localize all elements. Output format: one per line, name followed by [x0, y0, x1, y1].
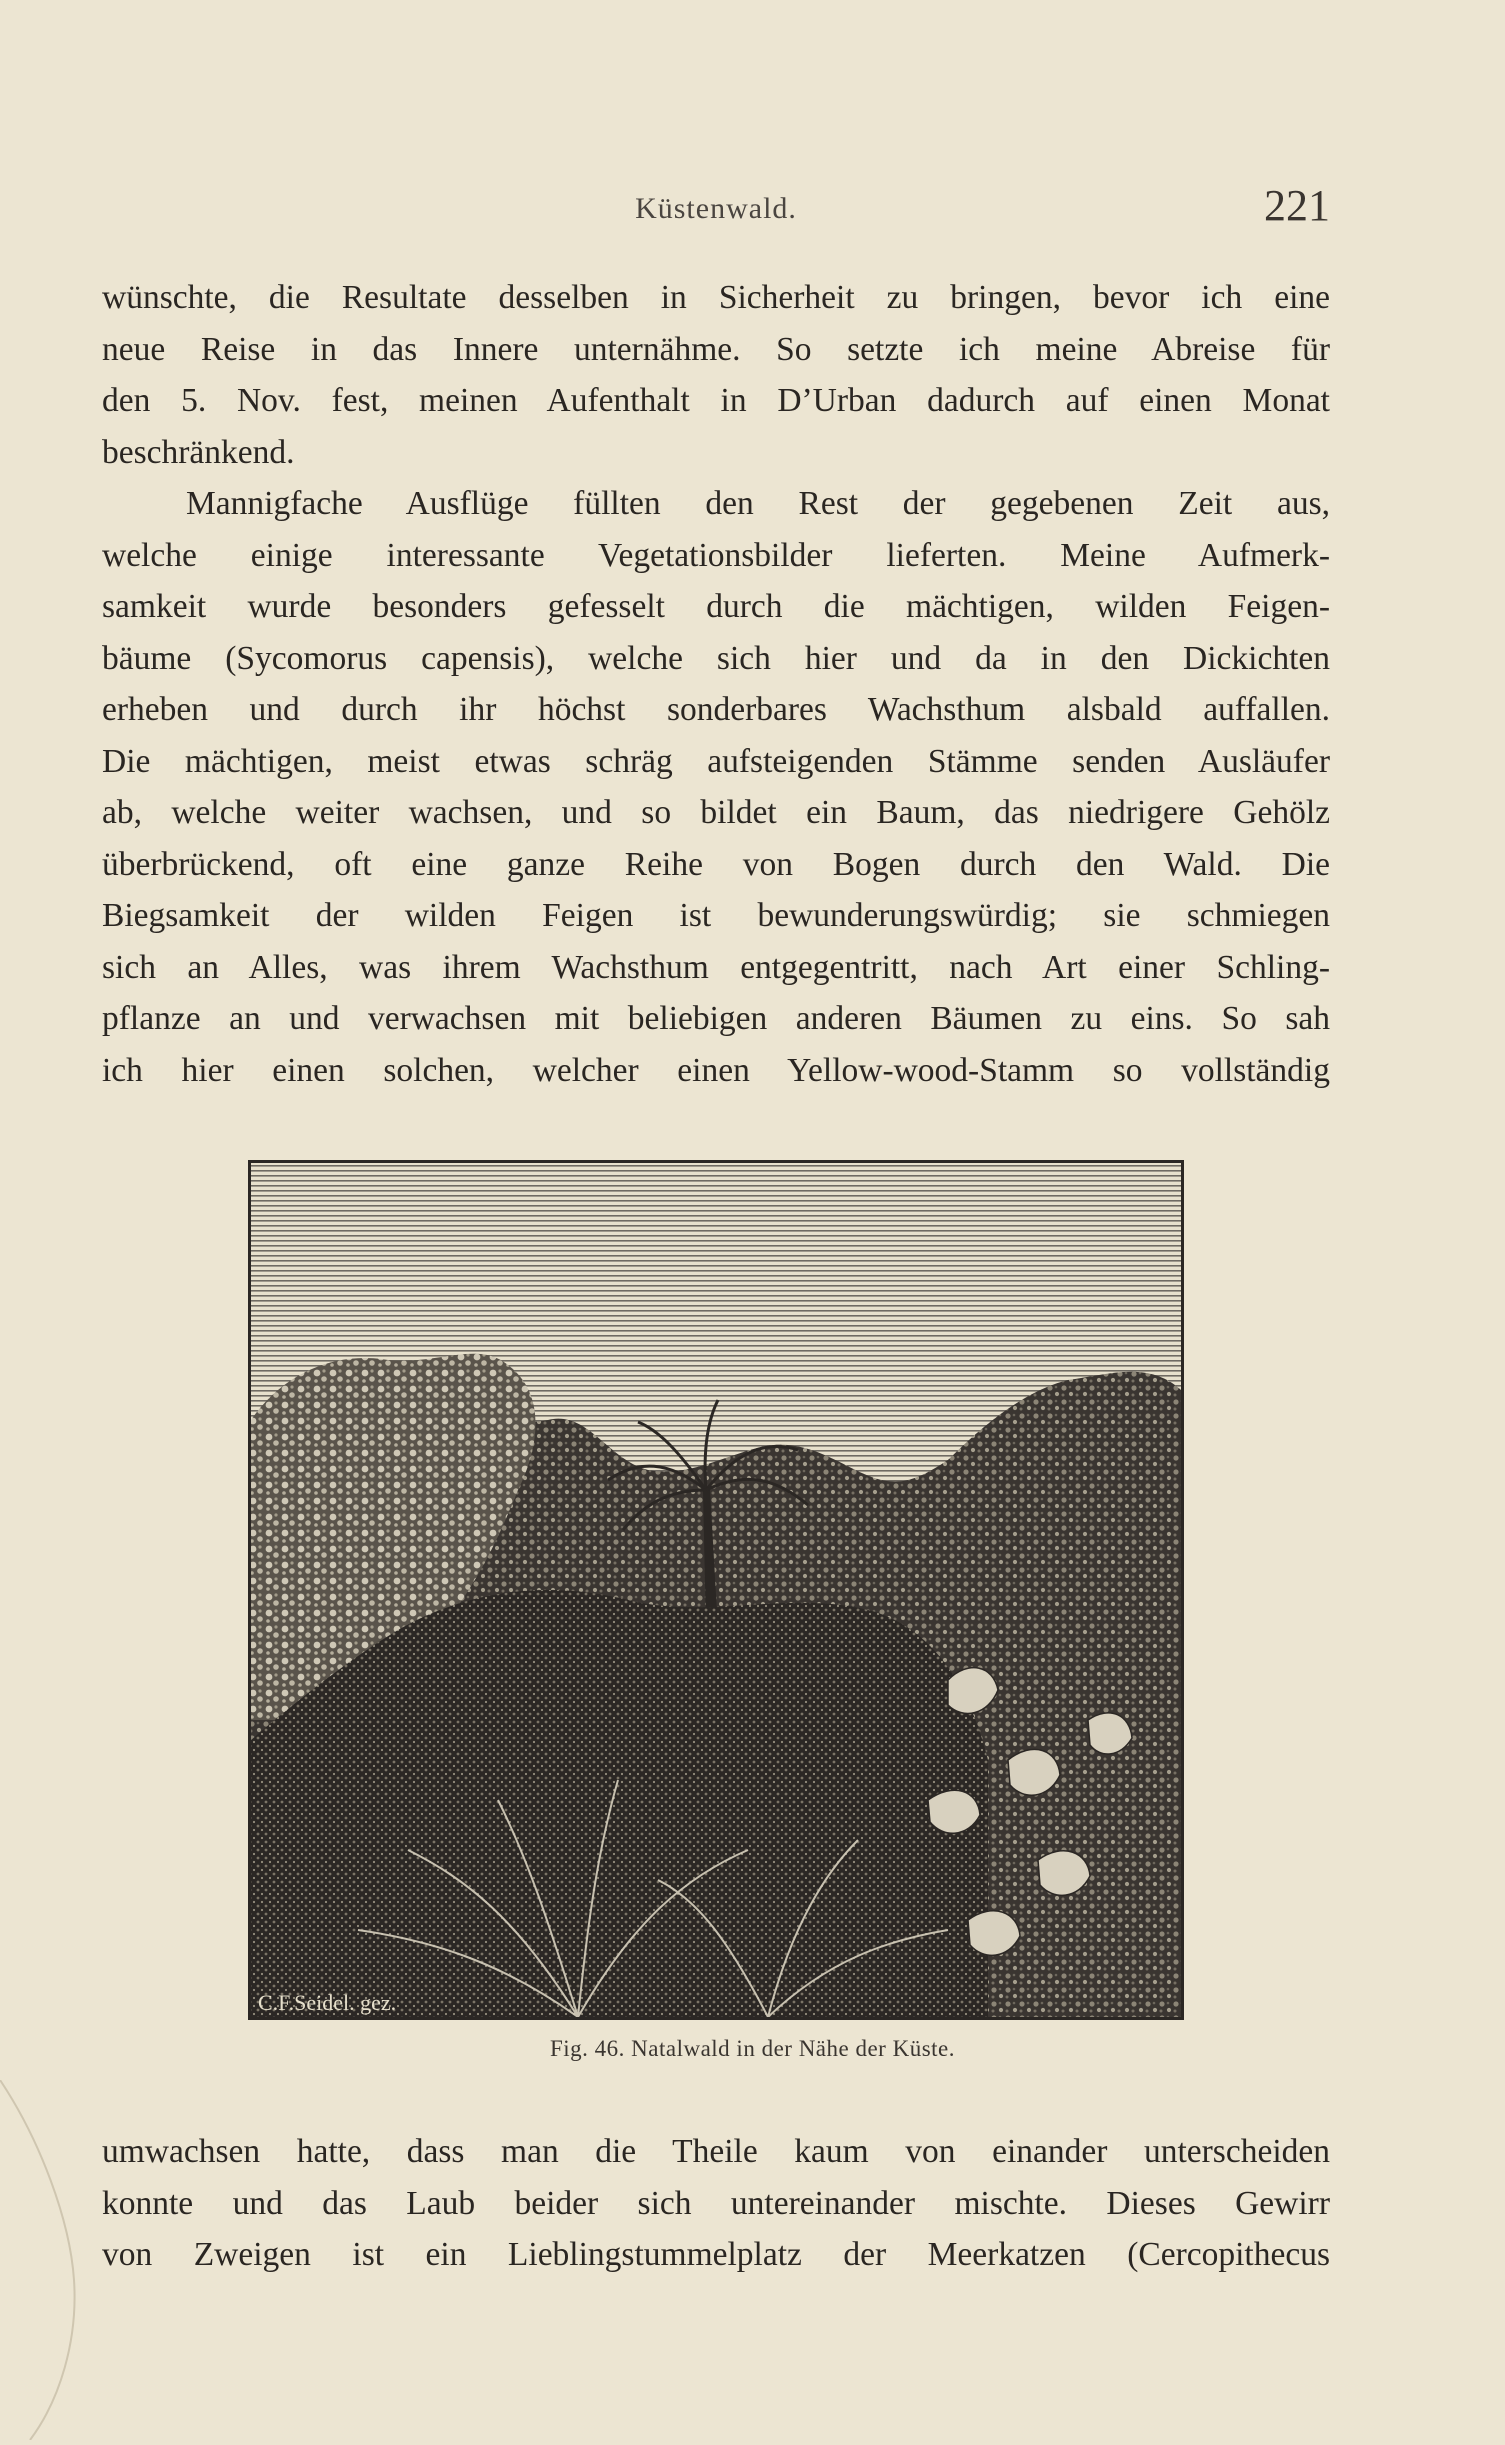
margin-binding-line	[0, 2080, 80, 2440]
page-number: 221	[1264, 181, 1330, 230]
text-line: Biegsamkeit der wilden Feigen ist bewunderungswürdig; sie schmiegen	[102, 897, 1330, 934]
text-line: sich an Alles, was ihrem Wachsthum entgegentritt, nach Art einer Schling-	[102, 948, 1330, 986]
text-line: ab, welche weiter wachsen, und so bildet ein Baum, das niedrigere Gehölz	[102, 794, 1330, 831]
text-line: welche einige interessante Vegetationsbilder lieferten. Meine Aufmerk-	[102, 536, 1330, 574]
text-line: beschränkend.	[102, 433, 295, 471]
text-line: samkeit wurde besonders gefesselt durch die mächtigen, wilden Feigen-	[102, 588, 1330, 625]
text-line: ich hier einen solchen, welcher einen Yellow-wood-Stamm so vollständig	[102, 1051, 1330, 1089]
text-line: Mannigfache Ausflüge füllten den Rest der gegebenen Zeit aus,	[186, 485, 1330, 522]
figure-caption: Fig. 46. Natalwald in der Nähe der Küste.	[549, 2036, 955, 2061]
text-line: konnte und das Laub beider sich untereinander mischte. Dieses Gewirr	[102, 2184, 1330, 2222]
text-line: umwachsen hatte, dass man die Theile kaum von einander unterscheiden	[102, 2133, 1330, 2170]
text-line: von Zweigen ist ein Lieblingstummelplatz der Meerkatzen (Cercopithecus	[102, 2236, 1330, 2273]
figure-engraving	[248, 1160, 1184, 2020]
running-head	[102, 180, 1330, 240]
text-line: erheben und durch ihr höchst sonderbares Wachsthum alsbald auffallen.	[102, 691, 1330, 728]
text-line: pflanze an und verwachsen mit beliebigen anderen Bäumen zu eins. So sah	[102, 1000, 1330, 1037]
text-line: wünschte, die Resultate desselben in Sicherheit zu bringen, bevor ich eine	[102, 279, 1330, 316]
text-line: überbrückend, oft eine ganze Reihe von Bogen durch den Wald. Die	[102, 845, 1330, 883]
forest-engraving-illustration	[248, 1160, 1184, 2020]
body-text-top	[102, 272, 1330, 1096]
text-line: neue Reise in das Innere unternähme. So setzte ich meine Abreise für	[102, 330, 1330, 368]
engraver-signature: C.F.Seidel. gez.	[258, 1990, 397, 2015]
text-line: Die mächtigen, meist etwas schräg aufsteigenden Stämme senden Ausläufer	[102, 742, 1330, 780]
text-line: bäume (Sycomorus capensis), welche sich hier und da in den Dickichten	[102, 639, 1330, 677]
running-head-title: Küstenwald.	[635, 192, 797, 225]
text-line: den 5. Nov. fest, meinen Aufenthalt in D’Urban dadurch auf einen Monat	[102, 382, 1330, 419]
body-text-bottom	[102, 2126, 1330, 2281]
